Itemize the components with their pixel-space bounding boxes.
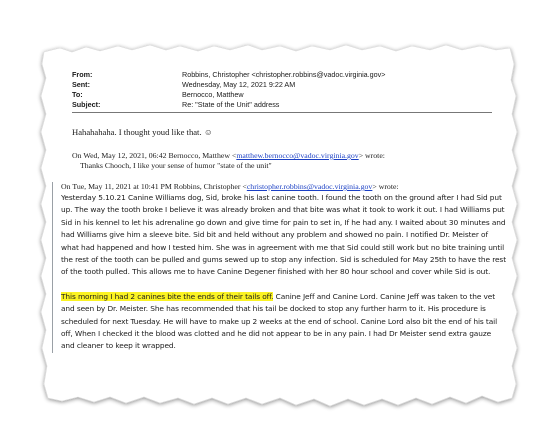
from-value: Robbins, Christopher <christopher.robbins@vadoc.virginia.gov>	[182, 70, 386, 79]
quote1-intro	[72, 151, 502, 161]
to-row	[72, 90, 502, 100]
quote1-intro-before: On Wed, May 12, 2021, 06:42 Bernocco, Matthew <	[72, 151, 237, 160]
quote1-email-link[interactable]: matthew.bernocco@vadoc.virginia.gov	[236, 151, 359, 160]
report-paragraph-2	[61, 291, 506, 353]
quote2-intro-after: > wrote:	[372, 182, 399, 191]
from-row	[72, 70, 502, 80]
quoted-message-1	[72, 151, 502, 171]
quote1-body: Thanks Chooch, I like your sense of humor "state of the unit"	[80, 161, 272, 170]
highlighted-sentence: This morning I had 2 canines bite the ends of their tails off.	[61, 291, 274, 301]
email-header	[72, 70, 502, 113]
subject-label: Subject:	[72, 100, 101, 109]
header-divider	[72, 112, 492, 113]
quoted-message-2	[52, 182, 506, 353]
subject-row	[72, 100, 502, 110]
email-document	[61, 70, 506, 360]
sent-value: Wednesday, May 12, 2021 9:22 AM	[182, 80, 296, 89]
to-label: To:	[72, 90, 83, 99]
quote1-intro-after: > wrote:	[358, 151, 385, 160]
quote2-intro-before: On Tue, May 11, 2021 at 10:41 PM Robbins, Christopher <	[61, 182, 247, 191]
from-label: From:	[72, 70, 93, 79]
sent-row	[72, 80, 502, 90]
report-paragraph-2-rest: Canine Jeff and Canine Lord. Canine Jeff was taken to the vet and seen by Dr. Meister. She has recommended that his tail be docked to stop any further harm to it. His procedure is scheduled for next Tuesday. He will have to make up 2 weeks at the end of school. Canine Lord also bit the end of his tail off, When I checked it the blood was clotted and he did not appear to be in any pain. I had Dr Meister send extra gauze and cleaner to keep it wrapped.	[61, 291, 498, 351]
subject-value: Re: "State of the Unit" address	[182, 100, 280, 109]
quote2-email-link[interactable]: christopher.robbins@vadoc.virginia.gov	[246, 182, 373, 191]
report-paragraph-1: Yesterday 5.10.21 Canine Williams dog, Sid, broke his last canine tooth. I found the tooth on the ground after I had Sid put up. The way the tooth broke I believe it was already broken and that bite was what it took to work it out. I had Williams put Sid in his kennel to let his adrenaline go down and give time for pain to set in, If he had any. I waited about 30 minutes and had Williams give him a sleeve bite. Sid bit and held without any problem and showed no pain. I notified Dr. Meister of what had happened and how I tested him. She was in agreement with me that Sid could still work but no bite training until the rest of the tooth can be pulled and gums sewed up to stop any infection. Sid is scheduled for May 25th to have the rest of the tooth pulled. This allows me to have Canine Degener finished with her 80 hour school and cover while Sid is out.	[61, 193, 506, 277]
to-value: Bernocco, Matthew	[182, 90, 244, 99]
reply-text: Hahahahaha. I thought youd like that. ☺	[72, 127, 213, 137]
sent-label: Sent:	[72, 80, 90, 89]
quote2-intro	[61, 182, 506, 192]
